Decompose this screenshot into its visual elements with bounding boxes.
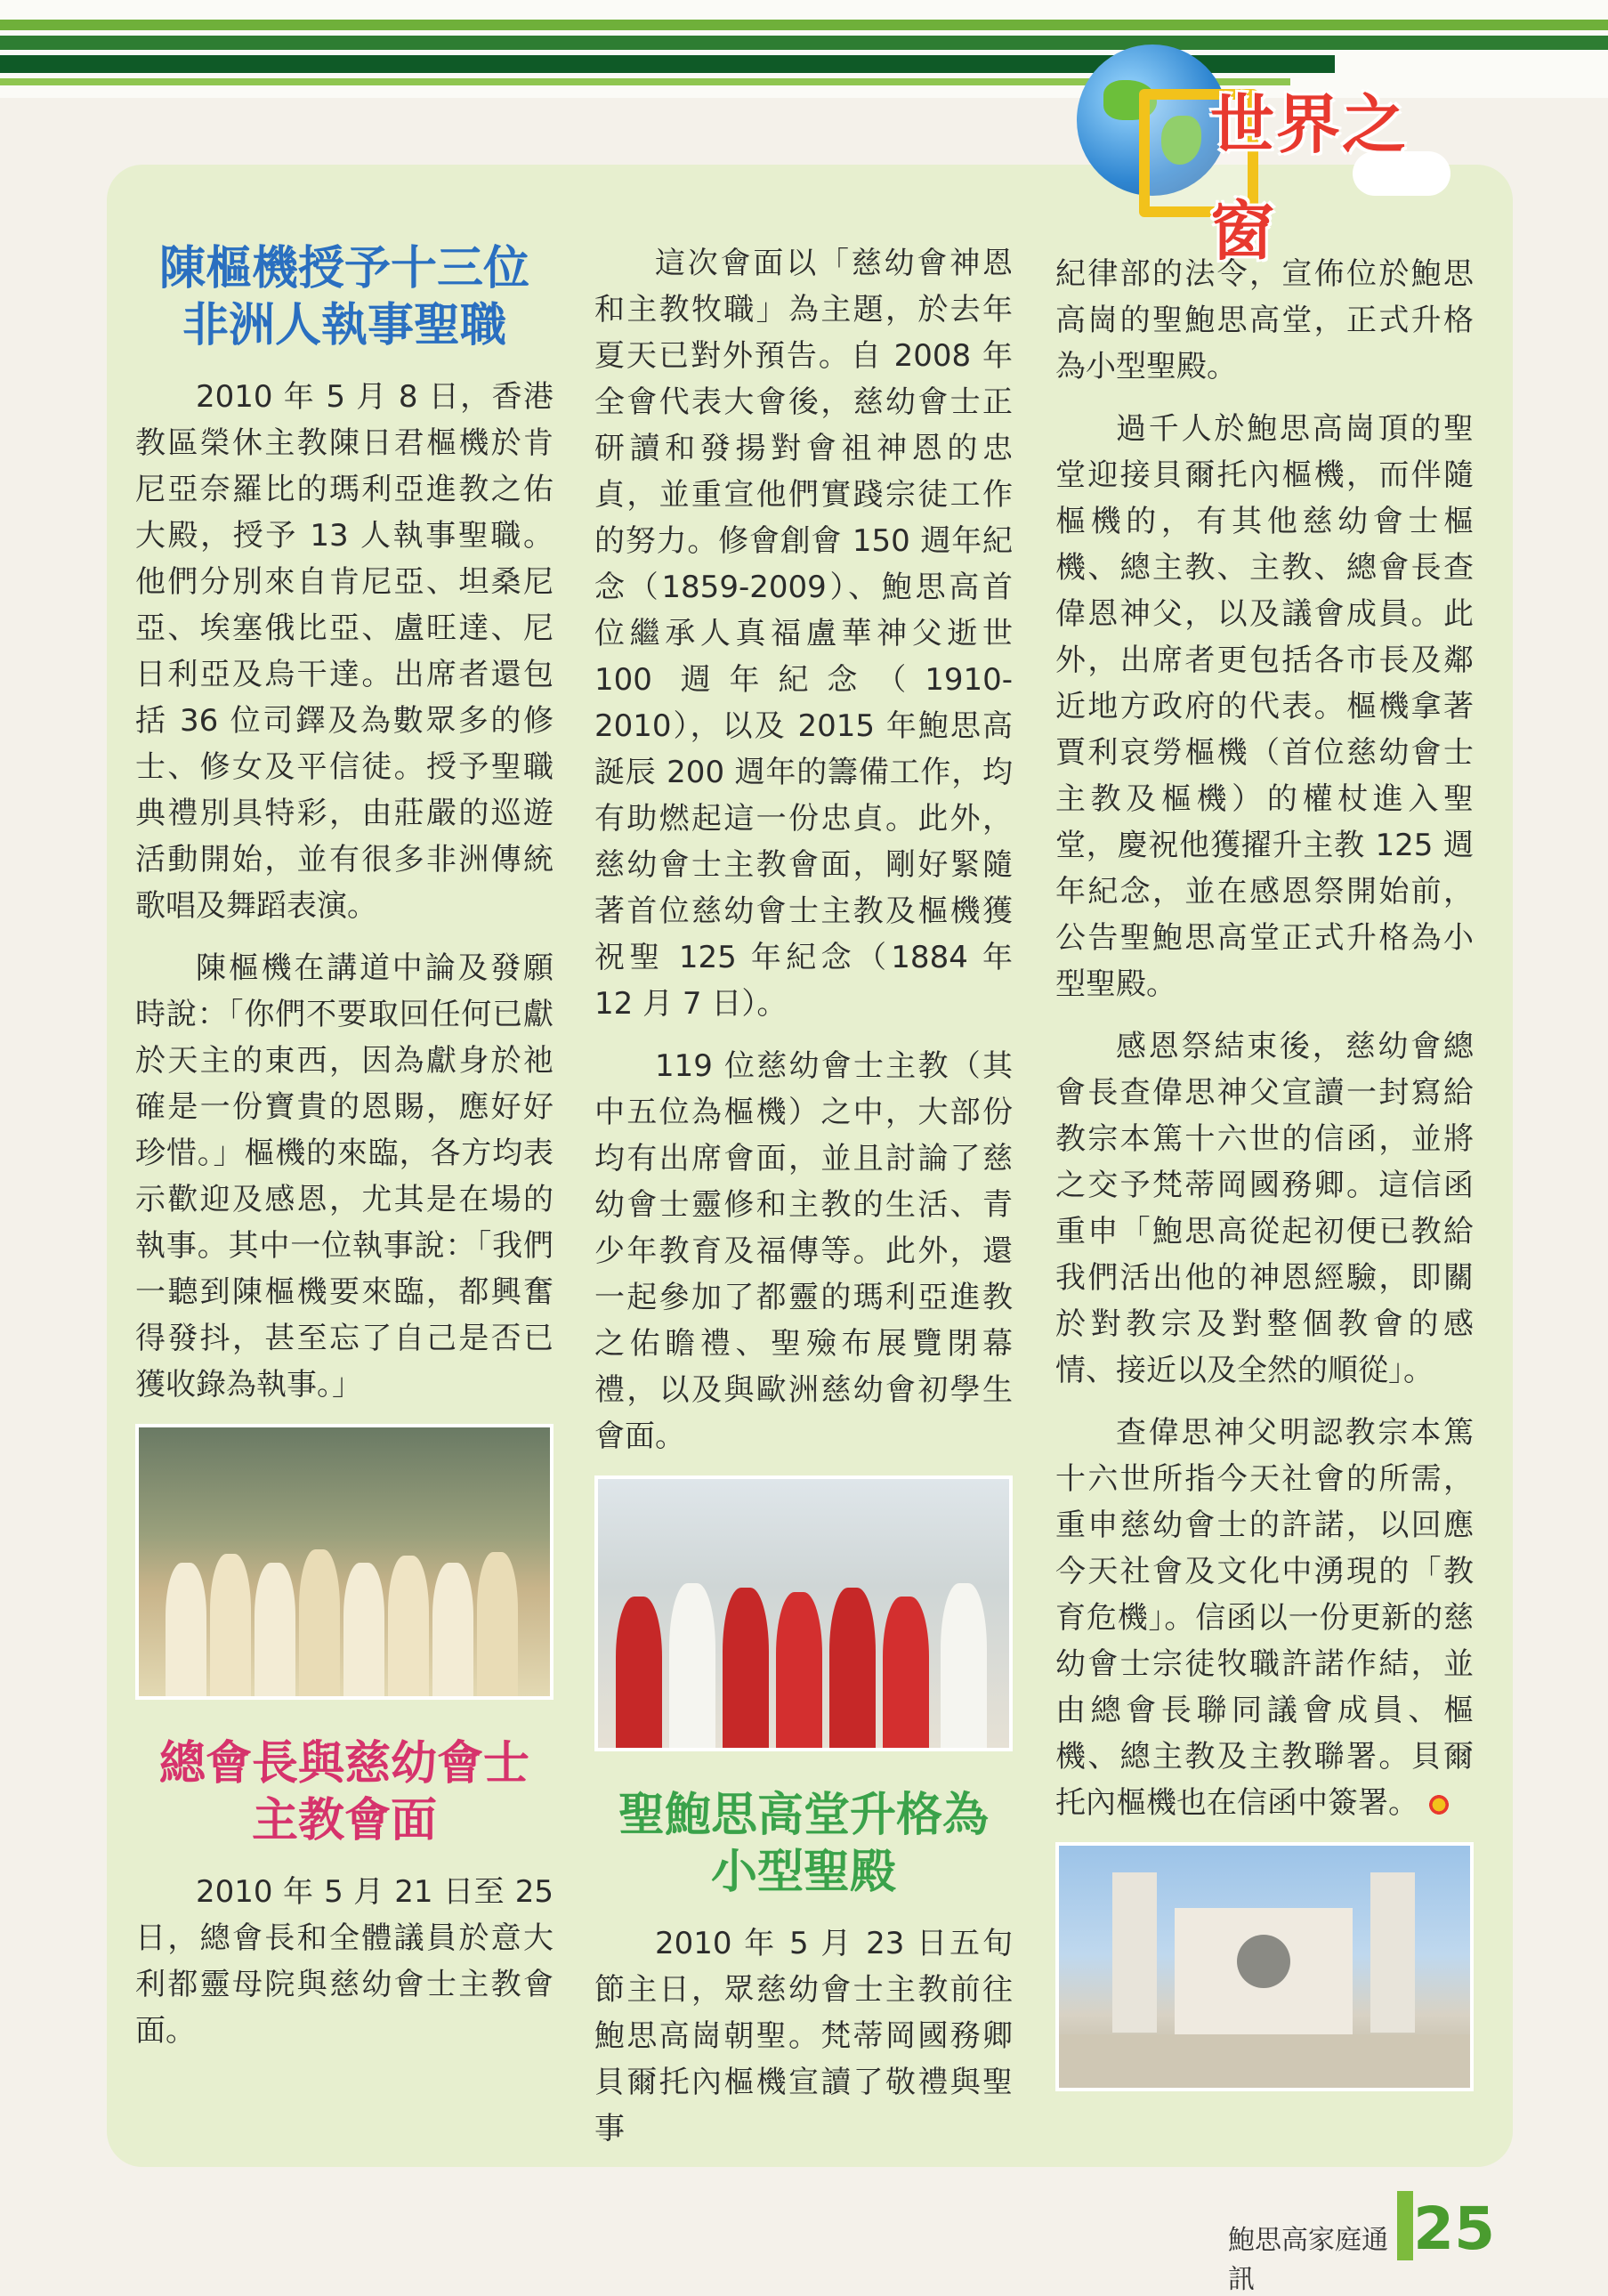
paragraph: 過千人於鮑思高崗頂的聖堂迎接貝爾托內樞機，而伴隨樞機的，有其他慈幼會士樞機、總主教、主教、總會長查偉恩神父，以及議會成員。此外，出席者更包括各市長及鄰近地方政府的代表。樞機拿著賈利哀勞樞機（首位慈幼會士主教及樞機）的權杖進入聖堂，慶祝他獲擢升主教 125 週年紀念，並在感恩祭開始前，公告聖鮑思高堂正式升格為小型聖殿。 <box>1055 411 1474 1002</box>
paragraph: 這次會面以「慈幼會神恩和主教牧職」為主題，於去年夏天已對外預告。自 2008 年全會代表大會後，慈幼會士正研讀和發揚對會祖神恩的忠貞，並重宣他們實踐宗徒工作的努力。修會創會 150 週年紀念（1859-2009）、鮑思高首位繼承人真福盧華神父逝世 100 週年紀念（1910-2010），以及 2015 年鮑思高誕辰 200 週年的籌備工作，均有助燃起這一份忠貞。此外，慈幼會士主教會面，剛好緊隨著首位慈幼會士主教及樞機獲祝聖 125 年紀念（1884 年 12 月 7 日）。 <box>594 246 1013 1022</box>
photo-figure <box>477 1552 518 1696</box>
photo-figure <box>776 1592 822 1748</box>
article-title <box>135 240 554 354</box>
photo-figure <box>723 1588 769 1748</box>
title-line: 主教會面 <box>251 1794 437 1847</box>
article-title <box>135 1735 554 1849</box>
paragraph: 陳樞機在講道中論及發願時說：「你們不要取回任何已獻於天主的東西，因為獻身於祂確是一份寶貴的恩賜，應好好珍惜。」樞機的來臨，各方均表示歡迎及感恩，尤其是在場的執事。其中一位執事說：「我們一聽到陳樞機要來臨，都興奮得發抖，甚至忘了自己是否已獲收錄為執事。」 <box>135 950 554 1403</box>
photo-bishops-group <box>594 1475 1013 1751</box>
title-line: 總會長與慈幼會士 <box>158 1737 529 1791</box>
paragraph: 2010 年 5 月 21 日至 25 日，總會長和全體議員於意大利都靈母院與慈幼會士主教會面。 <box>135 1874 554 2049</box>
photo-figure <box>432 1563 473 1696</box>
page-footer <box>1228 2195 1495 2295</box>
column-3 <box>1055 251 1474 2091</box>
photo-figure <box>669 1583 715 1748</box>
photo-figure <box>388 1556 429 1696</box>
photo-figure <box>255 1563 295 1696</box>
paragraph: 2010 年 5 月 8 日，香港教區榮休主教陳日君樞機於肯尼亞奈羅比的瑪利亞進教之佑大殿，授予 13 人執事聖職。他們分別來自肯尼亞、坦桑尼亞、埃塞俄比亞、盧旺達、尼日利亞及烏干達。出席者還包括 36 位司鐸及為數眾多的修士、修女及平信徒。授予聖職典禮別具特彩，由莊嚴的巡遊活動開始，並有很多非洲傳統歌唱及舞蹈表演。 <box>135 379 554 924</box>
header-stripe <box>0 20 1608 30</box>
paragraph: 2010 年 5 月 23 日五旬節主日，眾慈幼會士主教前往鮑思高崗朝聖。梵蒂岡國務卿貝爾托內樞機宣讀了敬禮與聖事 <box>594 1926 1013 2146</box>
photo-figure <box>299 1549 340 1696</box>
column-2 <box>594 240 1013 2168</box>
photo-figure <box>829 1588 876 1748</box>
paragraph: 感恩祭結束後，慈幼會總會長查偉思神父宣讀一封寫給教宗本篤十六世的信函，並將之交予梵蒂岡國務卿。這信函重申「鮑思高從起初便已教給我們活出他的神恩經驗，即關於對教宗及對整個教會的感情、接近以及全然的順從」。 <box>1055 1029 1474 1388</box>
photo-basilica <box>1055 1842 1474 2091</box>
title-line: 聖鮑思高堂升格為 <box>618 1789 989 1842</box>
article-title <box>594 1787 1013 1901</box>
photo-ordination-group <box>135 1424 554 1700</box>
publication-name: 鮑思高家庭通訊 <box>1228 2225 1388 2295</box>
paragraph: 119 位慈幼會士主教（其中五位為樞機）之中，大部份均有出席會面，並且討論了慈幼會士靈修和主教的生活、青少年教育及福傳等。此外，還一起參加了都靈的瑪利亞進教之佑瞻禮、聖殮布展覽閉幕禮，以及與歐洲慈幼會初學生會面。 <box>594 1048 1013 1454</box>
paragraph-text: 查偉思神父明認教宗本篤十六世所指今天社會的所需，重申慈幼會士的許諾，以回應今天社會及文化中湧現的「教育危機」。信函以一份更新的慈幼會士宗徒牧職許諾作結，並由總會長聯同議會成員、樞機、總主教及主教聯署。貝爾托內樞機也在信函中簽署。 <box>1055 1415 1474 1821</box>
photo-figure <box>210 1554 251 1696</box>
section-badge <box>1077 36 1450 269</box>
title-line: 陳樞機授予十三位 <box>158 242 529 295</box>
page-number: 25 <box>1413 2195 1495 2263</box>
end-mark-icon <box>1424 1790 1454 1820</box>
photo-figure <box>343 1563 384 1696</box>
section-title: 世界之窗 <box>1210 87 1409 269</box>
title-line: 非洲人執事聖職 <box>182 299 506 352</box>
photo-figure <box>616 1597 662 1748</box>
photo-figure <box>883 1597 929 1748</box>
photo-crowd <box>1059 2034 1474 2088</box>
photo-figure <box>166 1563 206 1696</box>
photo-tower <box>1112 1872 1157 2033</box>
paragraph <box>1055 1410 1474 1826</box>
paragraph: 紀律部的法令，宣佈位於鮑思高崗的聖鮑思高堂，正式升格為小型聖殿。 <box>1055 256 1474 384</box>
photo-tower <box>1370 1872 1415 2033</box>
column-1 <box>135 240 554 2070</box>
photo-figure <box>941 1583 987 1748</box>
title-line: 小型聖殿 <box>710 1846 896 1899</box>
photo-rose-window <box>1237 1935 1290 1988</box>
